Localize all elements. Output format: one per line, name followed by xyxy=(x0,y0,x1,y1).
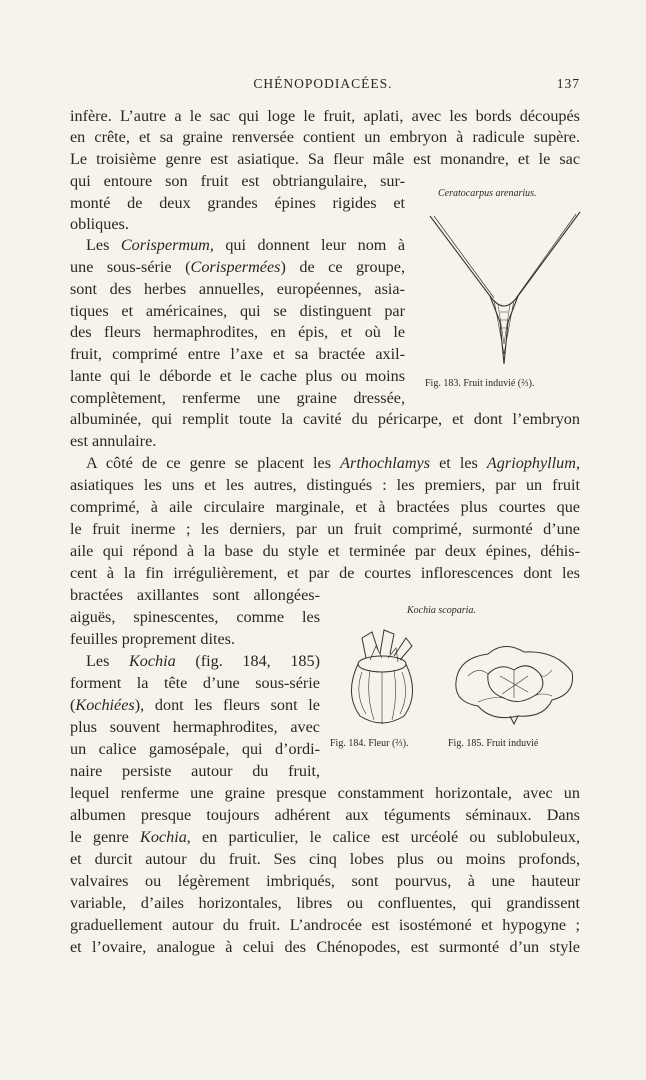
species-label-kochia: Kochia scoparia. xyxy=(407,605,476,616)
flower-illustration-fig184 xyxy=(340,624,426,732)
text-line: forment la tête d’une sous-série xyxy=(70,674,320,692)
text-line: graduellement autour du fruit. L’androcée est isostémoné et hypogyne ; xyxy=(70,916,580,934)
text-line: un calice gamosépale, qui d’ordi- xyxy=(70,740,320,758)
text-line: en crête, et sa graine renversée contient un embryon à radicule supère. xyxy=(70,128,580,146)
text-line: asiatiques les uns et les autres, distingués : les premiers, par un fruit xyxy=(70,476,580,494)
text-line: tiques et américaines, qui se distinguent par xyxy=(70,302,405,320)
text-line: naire persiste autour du fruit, xyxy=(70,762,320,780)
caption-fig185: Fig. 185. Fruit induvié xyxy=(448,738,539,749)
text-line: lequel renferme une graine presque constamment horizontale, avec un xyxy=(70,784,580,802)
text-line: aile qui répond à la base du style et terminée par deux épines, déhis- xyxy=(70,542,580,560)
text-line: lante qui le déborde et le cache plus ou moins xyxy=(70,367,405,385)
text-line: (Kochiées), dont les fleurs sont le xyxy=(70,696,320,714)
caption-fig183: Fig. 183. Fruit induvié (⅔). xyxy=(425,378,535,389)
text-line: comprimé, à aile circulaire marginale, et à bractées plus courtes que xyxy=(70,498,580,516)
text-line: est annulaire. xyxy=(70,432,157,450)
text-line: monté de deux grandes épines rigides et xyxy=(70,194,405,212)
running-head xyxy=(0,76,646,96)
text-line: infère. L’autre a le sac qui loge le fruit, aplati, avec les bords découpés xyxy=(70,107,580,125)
fruit-illustration-fig185 xyxy=(448,636,578,726)
fruit-illustration-fig183 xyxy=(420,204,590,374)
text-line: valvaires ou légèrement imbriqués, sont pourvus, à une hauteur xyxy=(70,872,580,890)
text-line: le genre Kochia, en particulier, le calice est urcéolé ou sublobuleux, xyxy=(70,828,580,846)
text-line: Les Corispermum, qui donnent leur nom à xyxy=(86,236,406,254)
text-line: sont des herbes annuelles, européennes, asia- xyxy=(70,280,405,298)
text-line: obliques. xyxy=(70,215,129,233)
text-line: qui entoure son fruit est obtriangulaire, sur- xyxy=(70,172,405,190)
text-line: aiguës, spinescentes, comme les xyxy=(70,608,320,626)
text-line: complètement, renferme une graine dressée, xyxy=(70,389,405,407)
text-line: Les Kochia (fig. 184, 185) xyxy=(86,652,320,670)
caption-fig184: Fig. 184. Fleur (⅔). xyxy=(330,738,409,749)
text-line: et l’ovaire, analogue à celui des Chénopodes, est surmonté d’un style xyxy=(70,938,580,956)
text-line: cent à la fin irrégulièrement, et par de courtes inflorescences dont les xyxy=(70,564,580,582)
species-label-ceratocarpus: Ceratocarpus arenarius. xyxy=(438,188,537,199)
text-line: plus souvent hermaphrodites, avec xyxy=(70,718,320,736)
page-number: 137 xyxy=(556,76,580,91)
text-line: des fleurs hermaphrodites, en épis, et où le xyxy=(70,323,405,341)
text-line: Le troisième genre est asiatique. Sa fleur mâle est monandre, et le sac xyxy=(70,150,580,168)
running-title: CHÉNOPODIACÉES. xyxy=(253,76,393,91)
text-line: variable, d’ailes horizontales, libres ou confluentes, qui grandissent xyxy=(70,894,580,912)
text-line: et durcit autour du fruit. Ses cinq lobes plus ou moins profonds, xyxy=(70,850,580,868)
text-line: bractées axillantes sont allongées- xyxy=(70,586,320,604)
text-line: le fruit inerme ; les derniers, par un fruit comprimé, surmonté d’une xyxy=(70,520,580,538)
text-line: A côté de ce genre se placent les Arthochlamys et les Agriophyllum, xyxy=(86,454,580,472)
text-line: fruit, comprimé entre l’axe et sa bractée axil- xyxy=(70,345,405,363)
text-line: albumen presque toujours adhérent aux téguments séminaux. Dans xyxy=(70,806,580,824)
text-line: albuminée, qui remplit toute la cavité du péricarpe, et dont l’embryon xyxy=(70,410,580,428)
text-line: une sous-série (Corispermées) de ce groupe, xyxy=(70,258,405,276)
text-line: feuilles proprement dites. xyxy=(70,630,235,648)
